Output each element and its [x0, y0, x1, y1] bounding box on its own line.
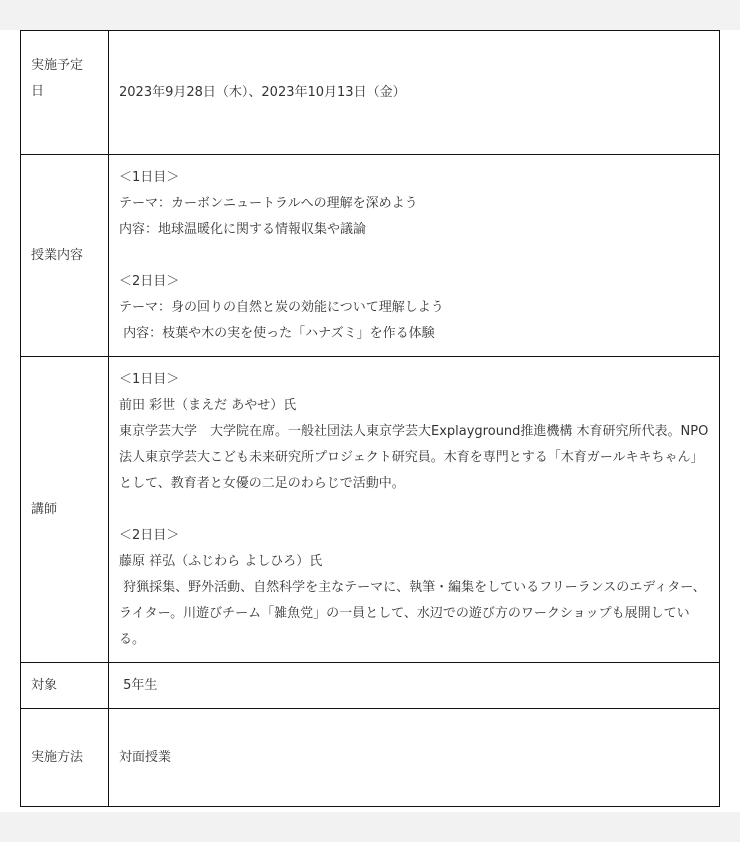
method-value: 対面授業 [119, 749, 172, 765]
content-value-cell [109, 155, 720, 357]
lecturer-day1-name: 前田 彩世（まえだ あやせ）氏 [119, 397, 297, 413]
lecturer-day2-bio: 狩猟採集、野外活動、自然科学を主なテーマに、執筆・編集をしているフリーランスのエディター、ライター。川遊びチーム「雑魚党」の一員として、水辺での遊び方のワークショップも展開している。 [119, 579, 706, 647]
lecturer-day2-heading: ＜2日目＞ [119, 527, 180, 543]
table-row-content [21, 155, 720, 357]
method-label-cell [21, 709, 109, 807]
target-label-cell [21, 663, 109, 709]
lecturer-label: 講師 [31, 501, 58, 517]
date-label-cell [21, 31, 109, 155]
lecturer-label-cell [21, 357, 109, 663]
content-line: テーマ：身の回りの自然と炭の効能について理解しよう [119, 299, 444, 315]
class-info-table [20, 30, 720, 807]
content-line: テーマ：カーボンニュートラルへの理解を深めよう [119, 195, 418, 211]
table-row-method [21, 709, 720, 807]
content-line: ＜1日目＞ [119, 169, 180, 185]
content-label-cell [21, 155, 109, 357]
date-value-cell [109, 31, 720, 155]
table-row-date [21, 31, 720, 155]
target-value-cell [109, 663, 720, 709]
target-value: 5年生 [119, 677, 158, 693]
date-label: 実施予定日 [31, 57, 84, 99]
table-row-target [21, 663, 720, 709]
content-line-blank [119, 243, 709, 269]
lecturer-day1-heading: ＜1日目＞ [119, 371, 180, 387]
table-row-lecturer [21, 357, 720, 663]
lecturer-value-cell [109, 357, 720, 663]
target-label: 対象 [31, 677, 58, 693]
blank-line [119, 497, 709, 523]
content-line: 内容：枝葉や木の実を使った「ハナズミ」を作る体験 [119, 325, 435, 341]
content-label: 授業内容 [31, 247, 84, 263]
method-value-cell [109, 709, 720, 807]
lecturer-day2-name: 藤原 祥弘（ふじわら よしひろ）氏 [119, 553, 323, 569]
content-line: 内容：地球温暖化に関する情報収集や議論 [119, 221, 367, 237]
method-label: 実施方法 [31, 749, 84, 765]
date-value: 2023年9月28日（木）、2023年10月13日（金） [119, 84, 406, 100]
document-page [0, 30, 740, 812]
lecturer-day1-bio: 東京学芸大学 大学院在席。一般社団法人東京学芸大Explayground推進機構 木育研究所代表。NPO法人東京学芸大こども未来研究所プロジェクト研究員。木育を専門とする「木育ガールキキちゃん」として、教育者と女優の二足のわらじで活動中。 [119, 423, 709, 491]
content-line: ＜2日目＞ [119, 273, 180, 289]
